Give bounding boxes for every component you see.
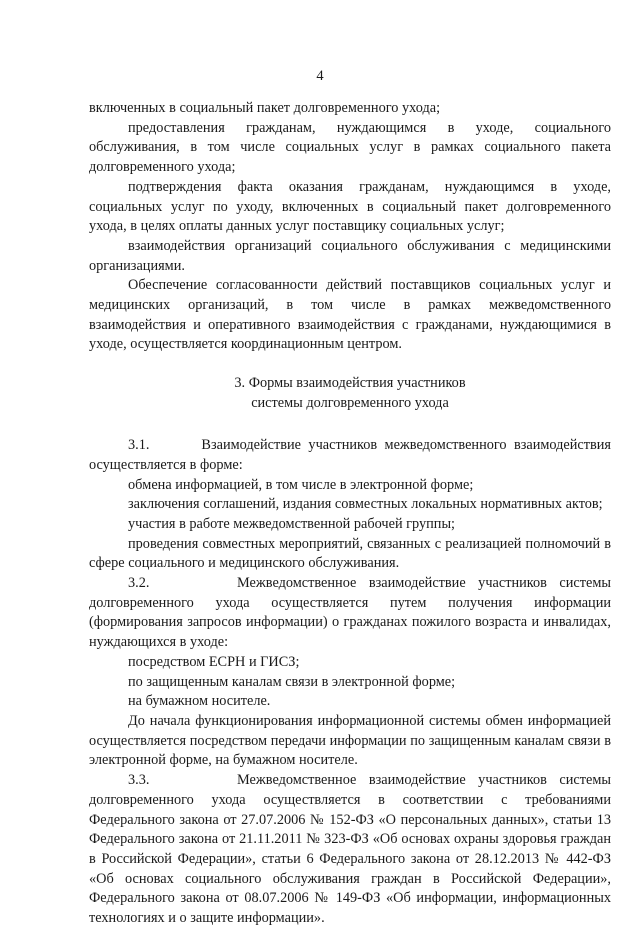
- list-item: участия в работе межведомственной рабочей группы;: [128, 515, 456, 532]
- list-item: заключения соглашений, издания совместных локальных нормативных актов;: [128, 496, 603, 513]
- section-heading-line-1: 3. Формы взаимодействия участников: [234, 375, 466, 392]
- list-item: обмена информацией, в том числе в электронной форме;: [128, 476, 474, 493]
- section-heading: [89, 373, 611, 413]
- section-heading-line-2: системы долговременного ухода: [251, 395, 449, 412]
- paragraph-3-1: 3.1. Взаимодействие участников межведомственного взаимодействия осуществляется в форме:: [89, 437, 615, 473]
- paragraph: предоставления гражданам, нуждающимся в уходе, социального обслуживания, в том числе социальных услуг в рамках социального пакета долговременного ухода;: [89, 119, 611, 176]
- list-item: на бумажном носителе.: [128, 693, 271, 710]
- paragraph: взаимодействия организаций социального обслуживания с медицинскими организациями.: [89, 237, 611, 274]
- paragraph-3-3: 3.3. Межведомственное взаимодействие участников системы долговременного ухода осуществляется в соответствии с требованиями Федерального закона от 27.07.2006 № 152-ФЗ «О персональных данных», статьи 13 Федерального закона от 21.11.2011 № 323-ФЗ «Об основах охраны здоровья граждан в Российской Федерации», статьи 6 Федерального закона от 28.12.2013 № 442-ФЗ «Об основах социального обслуживания граждан в Российской Федерации», Федерального закона от 08.07.2006 № 149-ФЗ «Об информации, информационных технологиях и о защите информации».: [89, 772, 615, 927]
- paragraph: включенных в социальный пакет долговременного ухода;: [89, 100, 441, 116]
- document-body: [89, 99, 615, 929]
- list-item: проведения совместных мероприятий, связанных с реализацией полномочий в сфере социального и медицинского обслуживания.: [89, 535, 611, 572]
- paragraph-3-2: 3.2. Межведомственное взаимодействие участников системы долговременного ухода осуществляется путем получения информации (формирования запросов информации) о гражданах пожилого возраста и инвалидах, нуждающихся в уходе:: [89, 575, 615, 651]
- list-item: по защищенным каналам связи в электронной форме;: [128, 673, 456, 690]
- paragraph: подтверждения факта оказания гражданам, нуждающимся в уходе, социальных услуг по уходу, включенных в социальный пакет долговременного ухода, в целях оплаты данных услуг поставщику социальных услуг;: [89, 178, 611, 235]
- page-number: 4: [316, 68, 324, 84]
- list-item: посредством ЕСРН и ГИСЗ;: [128, 653, 300, 670]
- paragraph: Обеспечение согласованности действий поставщиков социальных услуг и медицинских организаций, в том числе в рамках межведомственного взаимодействия и оперативного взаимодействия с гражданами, нуждающимися в уходе, осуществляется координационным центром.: [89, 277, 611, 353]
- paragraph: До начала функционирования информационной системы обмен информацией осуществляется посредством передачи информации по защищенным каналам связи в электронной форме, на бумажном носителе.: [89, 712, 611, 769]
